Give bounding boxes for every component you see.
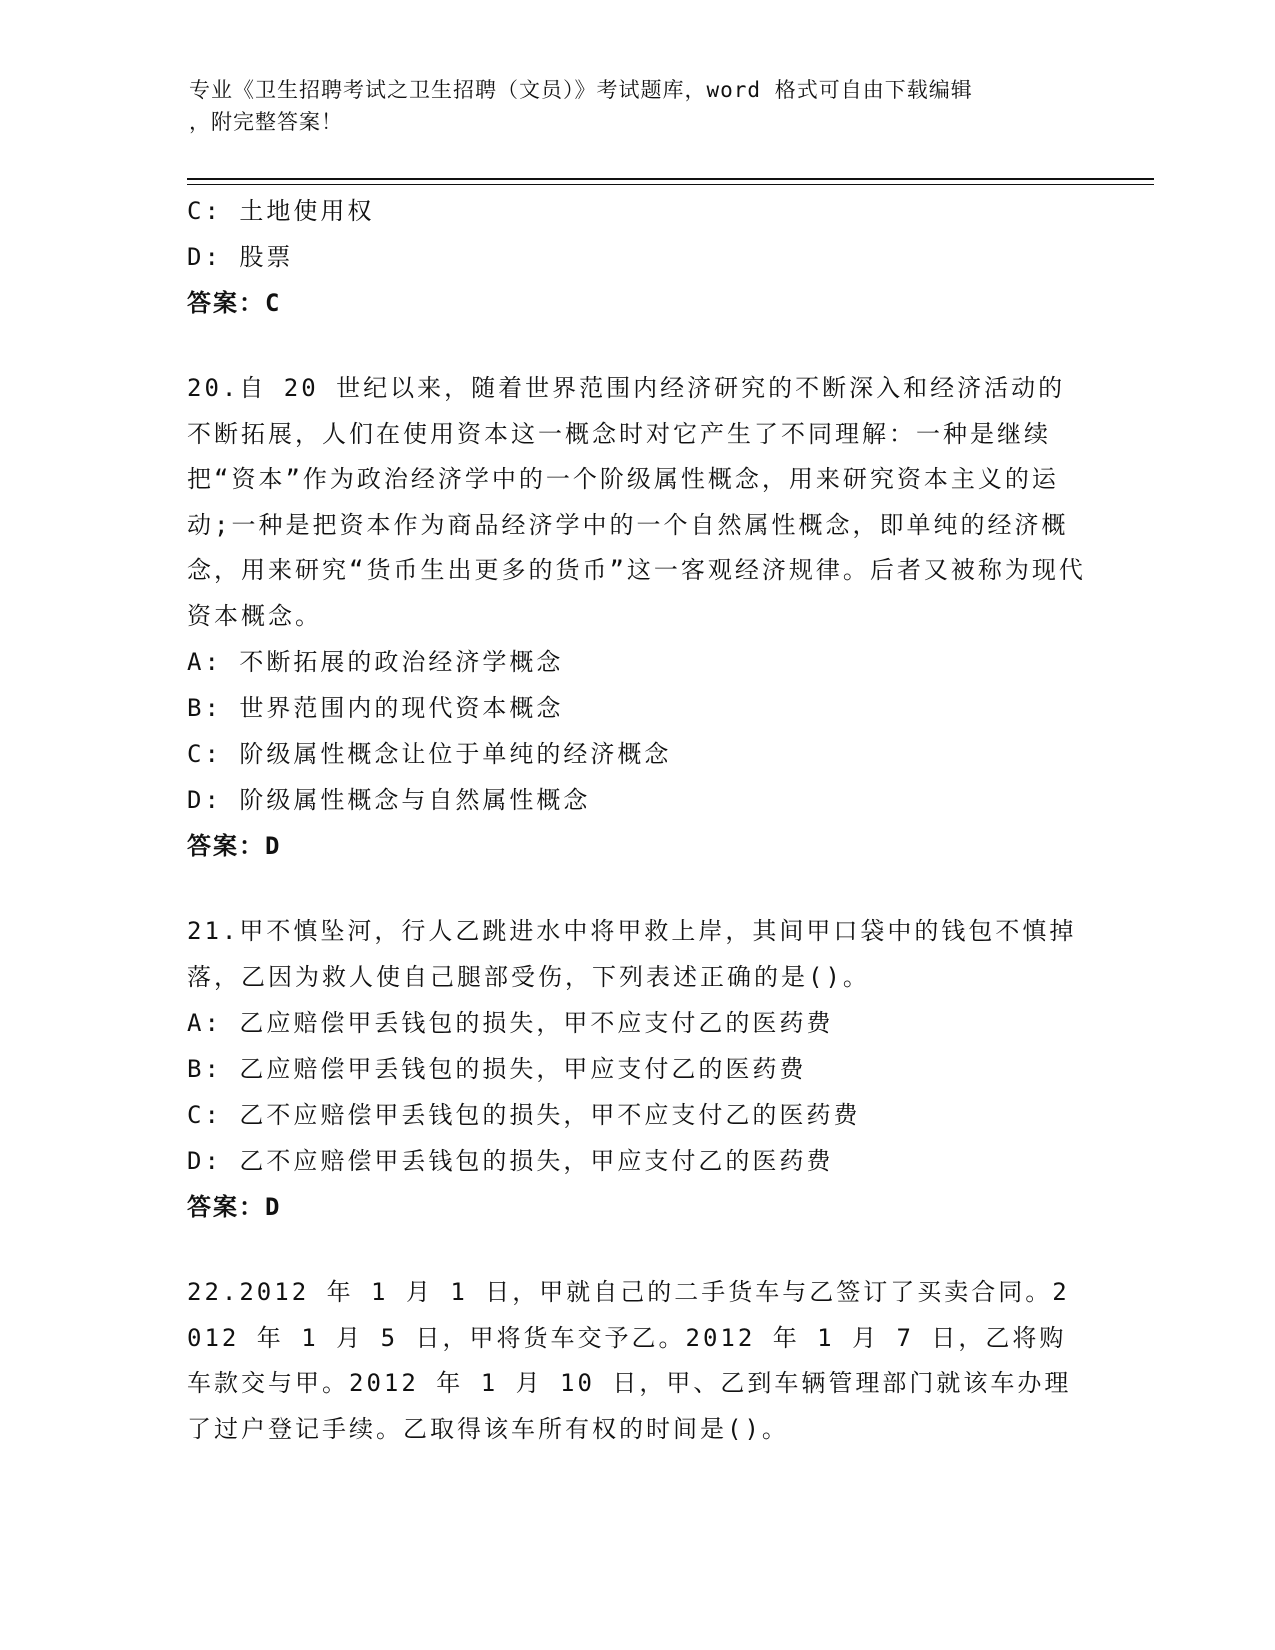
option-d: D: 阶级属性概念与自然属性概念 (187, 786, 591, 814)
option-a: A: 乙应赔偿甲丢钱包的损失，甲不应支付乙的医药费 (187, 1009, 834, 1037)
question-text: 21.甲不慎坠河，行人乙跳进水中将甲救上岸，其间甲口袋中的钱包不慎掉落，乙因为救人使自己腿部受伤，下列表述正确的是()。 (187, 917, 1077, 991)
question-text: 20.自 20 世纪以来，随着世界范围内经济研究的不断深入和经济活动的不断拓展，人们在使用资本这一概念时对它产生了不同理解：一种是继续把“资本”作为政治经济学中的一个阶级属性概念，用来研究资本主义的运动;一种是把资本作为商品经济学中的一个自然属性概念，即单纯的经济概念，用来研究“货币生出更多的货币”这一客观经济规律。后者又被称为现代资本概念。 (187, 374, 1086, 630)
question-text: 22.2012 年 1 月 1 日，甲就自己的二手货车与乙签订了买卖合同。2012 年 1 月 5 日，甲将货车交予乙。2012 年 1 月 7 日，乙将购车款交与甲。2012 年 1 月 10 日，甲、乙到车辆管理部门就该车办理了过户登记手续。乙取得该车所有权的时间是()。 (187, 1278, 1072, 1443)
header-title: 专业《卫生招聘考试之卫生招聘（文员）》考试题库，word 格式可自由下载编辑 (189, 78, 973, 102)
option-b: B: 乙应赔偿甲丢钱包的损失，甲应支付乙的医药费 (187, 1055, 807, 1083)
answer-line: 答案：C (187, 289, 282, 317)
header-divider-thick (187, 178, 1154, 180)
header-subtitle: ，附完整答案！ (189, 110, 343, 134)
header-divider-thin (187, 184, 1154, 185)
option-d: D: 股票 (187, 243, 294, 271)
prev-question-tail (187, 188, 1087, 326)
option-c: C: 土地使用权 (187, 197, 375, 225)
page-header (189, 74, 1089, 138)
option-d: D: 乙不应赔偿甲丢钱包的损失，甲应支付乙的医药费 (187, 1147, 834, 1175)
question-22 (187, 1270, 1087, 1452)
option-b: B: 世界范围内的现代资本概念 (187, 694, 564, 722)
option-a: A: 不断拓展的政治经济学概念 (187, 648, 564, 676)
question-20 (187, 366, 1087, 869)
option-c: C: 乙不应赔偿甲丢钱包的损失，甲不应支付乙的医药费 (187, 1101, 861, 1129)
answer-line: 答案：D (187, 1193, 282, 1221)
answer-line: 答案：D (187, 832, 282, 860)
option-c: C: 阶级属性概念让位于单纯的经济概念 (187, 740, 672, 768)
question-21 (187, 909, 1087, 1230)
document-body (187, 188, 1087, 1452)
